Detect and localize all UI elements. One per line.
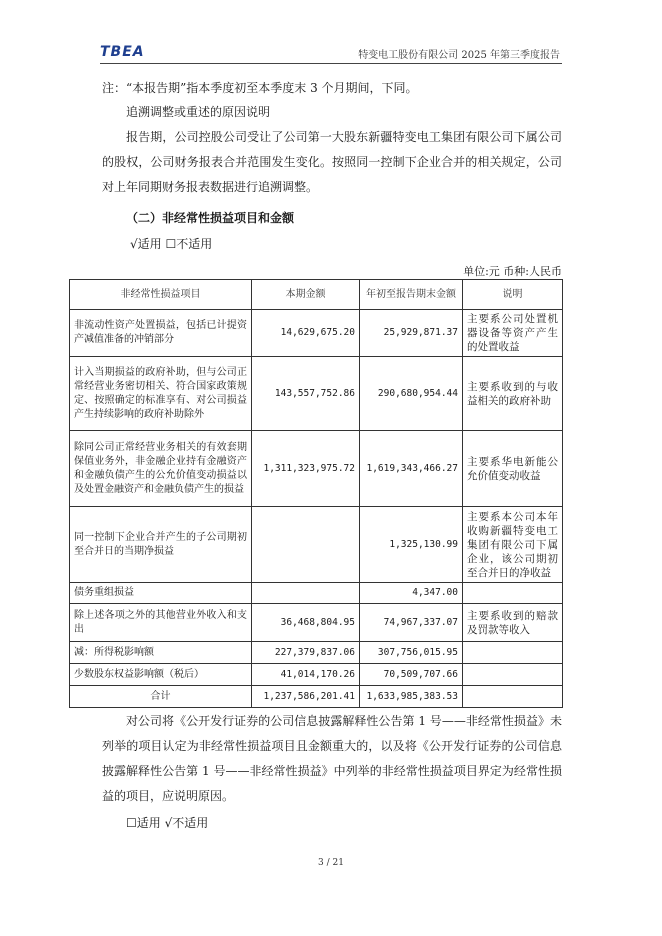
- column-header-current: 本期金额: [252, 280, 360, 310]
- table-row: [70, 664, 563, 686]
- row-note: 主要系华电新能公允价值变动收益: [463, 431, 563, 507]
- not-applicable-checkbox-line: ☐适用 √不适用: [126, 816, 209, 830]
- row-current-amount: 1,237,586,201.41: [252, 686, 360, 708]
- table-row: [70, 310, 563, 357]
- row-current-amount: [252, 507, 360, 583]
- row-ytd-amount: 74,967,337.07: [360, 604, 463, 642]
- row-note: 主要系公司处置机器设备等资产产生的处置收益: [463, 310, 563, 357]
- row-ytd-amount: 70,509,707.66: [360, 664, 463, 686]
- table-row: [70, 642, 563, 664]
- table-row: [70, 604, 563, 642]
- table-row: [70, 507, 563, 583]
- row-ytd-amount: 4,347.00: [360, 583, 463, 604]
- row-current-amount: 227,379,837.06: [252, 642, 360, 664]
- row-item-label: 同一控制下企业合并产生的子公司期初至合并日的当期净损益: [70, 507, 252, 583]
- page-number: 3 / 21: [318, 858, 344, 868]
- row-note: [463, 664, 563, 686]
- row-ytd-amount: 1,325,130.99: [360, 507, 463, 583]
- row-item-label: 计入当期损益的政府补助，但与公司正常经营业务密切相关、符合国家政策规定、按照确定的标准享有、对公司损益产生持续影响的政府补助除外: [70, 357, 252, 431]
- row-ytd-amount: 1,633,985,383.53: [360, 686, 463, 708]
- company-logo: TBEA: [100, 44, 145, 60]
- header-divider: [100, 63, 562, 64]
- row-item-label: 债务重组损益: [70, 583, 252, 604]
- applicable-checkbox-line: √适用 ☐不适用: [130, 237, 213, 251]
- report-header-title: 特变电工股份有限公司 2025 年第三季度报告: [358, 50, 560, 61]
- row-current-amount: [252, 583, 360, 604]
- disclosure-paragraph: 对公司将《公开发行证券的公司信息披露解释性公告第 1 号——非经常性损益》未列举的项目认定为非经常性损益项目且金额重大的，以及将《公开发行证券的公司信息披露解释性公告第 1 号——非经常性损益》中列举的非经常性损益项目界定为经常性损益的项目，应说明原因。: [102, 714, 562, 803]
- row-ytd-amount: 290,680,954.44: [360, 357, 463, 431]
- row-ytd-amount: 307,756,015.95: [360, 642, 463, 664]
- table-row: [70, 431, 563, 507]
- row-note: 主要系本公司本年收购新疆特变电工集团有限公司下属企业，该公司期初至合并日的净收益: [463, 507, 563, 583]
- row-current-amount: 143,557,752.86: [252, 357, 360, 431]
- row-item-label: 非流动性资产处置损益，包括已计提资产减值准备的冲销部分: [70, 310, 252, 357]
- row-note: 主要系收到的与收益相关的政府补助: [463, 357, 563, 431]
- nonrecurring-items-table: [69, 279, 563, 708]
- retro-adjustment-heading: 追溯调整或重述的原因说明: [126, 105, 271, 119]
- period-note: 注：“本报告期”指本季度初至本季度末 3 个月期间，下同。: [102, 81, 418, 95]
- row-item-label: 除上述各项之外的其他营业外收入和支出: [70, 604, 252, 642]
- table-row: [70, 583, 563, 604]
- row-note: [463, 642, 563, 664]
- unit-currency-line: 单位:元 币种:人民币: [463, 265, 562, 278]
- row-note: [463, 583, 563, 604]
- row-note: 主要系收到的赔款及罚款等收入: [463, 604, 563, 642]
- column-header-ytd: 年初至报告期末金额: [360, 280, 463, 310]
- row-current-amount: 41,014,170.26: [252, 664, 360, 686]
- row-ytd-amount: 25,929,871.37: [360, 310, 463, 357]
- table-row-total: [70, 686, 563, 708]
- row-item-label: 合计: [70, 686, 252, 708]
- table-row: [70, 357, 563, 431]
- row-current-amount: 14,629,675.20: [252, 310, 360, 357]
- row-item-label: 除同公司正常经营业务相关的有效套期保值业务外，非金融企业持有金融资产和金融负债产生的公允价值变动损益以及处置金融资产和金融负债产生的损益: [70, 431, 252, 507]
- row-note: [463, 686, 563, 708]
- row-item-label: 减：所得税影响额: [70, 642, 252, 664]
- retro-adjustment-paragraph: 报告期，公司控股公司受让了公司第一大股东新疆特变电工集团有限公司下属公司的股权，公司财务报表合并范围发生变化。按照同一控制下企业合并的相关规定，公司对上年同期财务报表数据进行追溯调整。: [102, 130, 562, 194]
- column-header-note: 说明: [463, 280, 563, 310]
- column-header-item: 非经常性损益项目: [70, 280, 252, 310]
- row-ytd-amount: 1,619,343,466.27: [360, 431, 463, 507]
- row-item-label: 少数股东权益影响额（税后）: [70, 664, 252, 686]
- table-header-row: [70, 280, 563, 310]
- section-title-nonrecurring: （二）非经常性损益项目和金额: [126, 211, 295, 225]
- row-current-amount: 36,468,804.95: [252, 604, 360, 642]
- row-current-amount: 1,311,323,975.72: [252, 431, 360, 507]
